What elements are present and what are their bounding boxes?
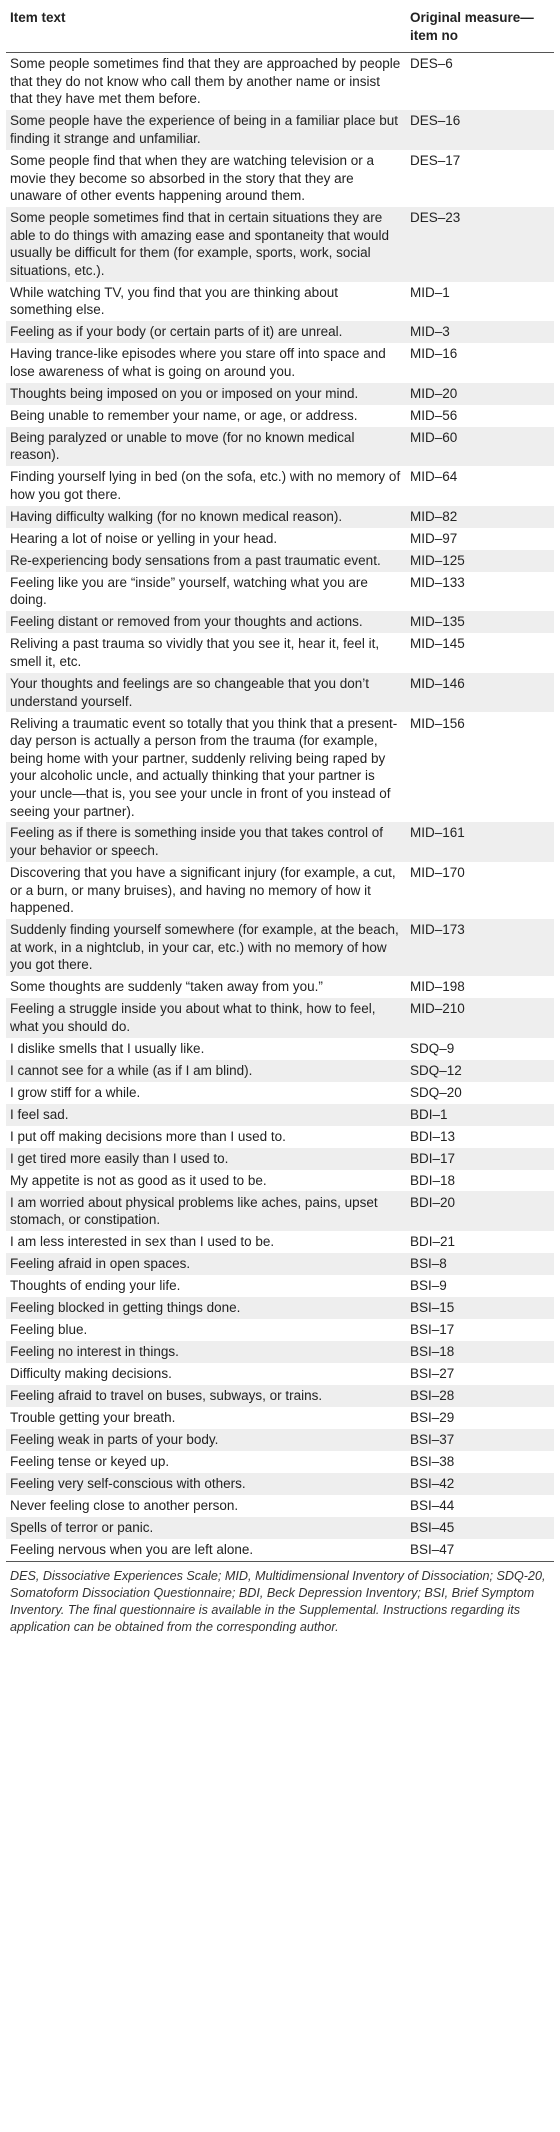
item-text-cell: Feeling afraid in open spaces. [6, 1253, 406, 1275]
measure-item-cell: MID–146 [406, 673, 554, 713]
table-row [6, 506, 554, 528]
measure-item-cell: BSI–44 [410, 1497, 455, 1513]
item-text-cell: I am worried about physical problems like aches, pains, upset stomach, or constipation. [6, 1191, 406, 1231]
table-row [6, 712, 554, 822]
table-row [6, 822, 554, 862]
item-text-cell: Feeling a struggle inside you about what to think, how to feel, what you should do. [6, 998, 406, 1038]
item-text-cell: While watching TV, you find that you are thinking about something else. [10, 284, 338, 318]
item-text-cell: Discovering that you have a significant injury (for example, a cut, or a burn, or many bruises), and having no memory of how it happened. [10, 865, 396, 916]
measure-item-cell: BDI–21 [410, 1234, 456, 1250]
item-text-cell: Thoughts being imposed on you or imposed on your mind. [6, 383, 406, 405]
item-text-cell: I get tired more easily than I used to. [6, 1148, 406, 1170]
measure-item-cell: SDQ–9 [410, 1040, 455, 1056]
item-text-cell: Feeling no interest in things. [6, 1341, 406, 1363]
measure-item-cell: MID–161 [406, 822, 554, 862]
table-row [6, 1253, 554, 1275]
table-row [6, 1407, 554, 1429]
table-row [6, 1126, 554, 1148]
measure-item-cell: DES–6 [410, 56, 453, 72]
measure-item-cell: BDI–18 [410, 1172, 456, 1188]
item-text-cell: Hearing a lot of noise or yelling in your head. [10, 530, 278, 546]
measure-item-cell: SDQ–12 [406, 1060, 554, 1082]
measure-item-cell: BSI–9 [410, 1278, 447, 1294]
measure-item-cell: BSI–28 [406, 1385, 554, 1407]
measure-item-cell: BSI–8 [406, 1253, 554, 1275]
measure-item-cell: BSI–15 [406, 1297, 554, 1319]
item-text-cell: Some people have the experience of being in a familiar place but finding it strange and unfamiliar. [6, 110, 406, 150]
table-body [6, 53, 554, 1562]
item-text-cell: Having trance-like episodes where you stare off into space and lose awareness of what is going on around you. [10, 346, 386, 379]
table-row [6, 321, 554, 343]
measure-item-cell: BSI–27 [410, 1366, 455, 1382]
table-row [6, 207, 554, 282]
table-row [6, 1170, 554, 1192]
item-text-cell: My appetite is not as good as it used to be. [10, 1172, 267, 1188]
table-row [6, 1275, 554, 1297]
measure-item-cell: MID–3 [406, 321, 554, 343]
table-row [6, 383, 554, 405]
table-row [6, 528, 554, 550]
measure-item-cell: MID–20 [406, 383, 554, 405]
item-text-cell: Never feeling close to another person. [10, 1497, 239, 1513]
table-row [6, 1319, 554, 1341]
item-text-cell: Thoughts of ending your life. [10, 1278, 181, 1294]
item-text-cell: Feeling nervous when you are left alone. [6, 1539, 406, 1561]
item-text-cell: I cannot see for a while (as if I am blind). [6, 1060, 406, 1082]
table-row [6, 1473, 554, 1495]
item-text-cell: Feeling afraid to travel on buses, subways, or trains. [6, 1385, 406, 1407]
table-row [6, 998, 554, 1038]
item-text-cell: Being unable to remember your name, or age, or address. [10, 407, 358, 423]
measure-item-cell: MID–173 [406, 919, 554, 976]
item-text-cell: Suddenly finding yourself somewhere (for example, at the beach, at work, in a nightclub, in your car, etc.) with no memory of how you got there. [6, 919, 406, 976]
table-row [6, 1060, 554, 1082]
table-row [6, 150, 554, 207]
item-text-cell: Feeling weak in parts of your body. [6, 1429, 406, 1451]
table-row [6, 466, 554, 506]
item-text-cell: Re-experiencing body sensations from a past traumatic event. [6, 550, 406, 572]
table-row [6, 673, 554, 713]
measure-item-cell: MID–135 [406, 611, 554, 633]
table-row [6, 427, 554, 467]
table-row [6, 343, 554, 383]
measure-item-cell: BSI–17 [410, 1322, 455, 1338]
measure-item-cell: BSI–37 [406, 1429, 554, 1451]
item-text-cell: Trouble getting your breath. [10, 1409, 176, 1425]
measure-item-cell: MID–133 [410, 574, 465, 590]
item-text-cell: I put off making decisions more than I used to. [10, 1128, 286, 1144]
item-text-cell: Feeling like you are “inside” yourself, watching what you are doing. [10, 574, 368, 608]
table-footnote: DES, Dissociative Experiences Scale; MID, Multidimensional Inventory of Dissociation; SDQ-20, Somatoform Dissociation Questionnaire; BDI, Beck Depression Inventory; BSI, Brief Symptom Inventory. The final questionnaire is available in the Supplemental. Instructions regarding its application can be obtained from the corresponding author. [10, 1568, 546, 1634]
table-row [6, 572, 554, 612]
table-row [6, 1517, 554, 1539]
item-text-cell: Feeling as if your body (or certain parts of it) are unreal. [6, 321, 406, 343]
measure-item-cell: BSI–29 [410, 1409, 455, 1425]
table-row [6, 1385, 554, 1407]
measure-item-cell: MID–198 [410, 979, 465, 995]
header-row [6, 3, 554, 53]
table-row [6, 1148, 554, 1170]
item-text-cell: Difficulty making decisions. [10, 1366, 172, 1382]
measure-item-cell: DES–16 [406, 110, 554, 150]
item-text-cell: Some thoughts are suddenly “taken away from you.” [10, 979, 323, 995]
table-row [6, 53, 554, 111]
measure-item-cell: BSI–45 [406, 1517, 554, 1539]
item-text-cell: Some people find that when they are watching television or a movie they become so absorbed in the story that they are unaware of other events happening around them. [10, 152, 374, 204]
items-table [6, 3, 554, 1562]
measure-item-cell: MID–210 [406, 998, 554, 1038]
measure-item-cell: MID–170 [410, 865, 465, 881]
table-row [6, 1429, 554, 1451]
item-text-cell: Having difficulty walking (for no known medical reason). [6, 506, 406, 528]
table-row [6, 1191, 554, 1231]
table-row [6, 550, 554, 572]
measure-item-cell: DES–23 [406, 207, 554, 282]
item-text-cell: Feeling blocked in getting things done. [6, 1297, 406, 1319]
table-row [6, 1104, 554, 1126]
item-text-cell: I dislike smells that I usually like. [10, 1040, 205, 1056]
item-text-cell: Reliving a past trauma so vividly that you see it, hear it, feel it, smell it, etc. [10, 636, 380, 669]
item-text-cell: Your thoughts and feelings are so changeable that you don’t understand yourself. [6, 673, 406, 713]
table-row [6, 611, 554, 633]
measure-item-cell: SDQ–20 [410, 1084, 462, 1100]
measure-item-cell: MID–16 [410, 346, 458, 362]
table-row [6, 110, 554, 150]
item-text-cell: Feeling distant or removed from your thoughts and actions. [6, 611, 406, 633]
measure-item-cell: BSI–42 [406, 1473, 554, 1495]
table-row [6, 976, 554, 998]
measure-item-cell: MID–56 [410, 407, 458, 423]
measure-item-cell: BSI–47 [406, 1539, 554, 1561]
item-text-cell: I am less interested in sex than I used to be. [10, 1234, 275, 1250]
table-row [6, 1539, 554, 1561]
table-row [6, 1363, 554, 1385]
measure-item-cell: DES–17 [410, 152, 461, 168]
table-row [6, 862, 554, 919]
item-text-cell: Being paralyzed or unable to move (for no known medical reason). [6, 427, 406, 467]
measure-item-cell: MID–64 [410, 469, 458, 485]
measure-item-cell: MID–97 [410, 530, 458, 546]
measure-item-cell: BSI–18 [406, 1341, 554, 1363]
item-text-cell: Feeling very self-conscious with others. [6, 1473, 406, 1495]
measure-item-cell: MID–156 [410, 715, 465, 731]
item-text-cell: I grow stiff for a while. [10, 1084, 141, 1100]
measure-item-cell: BDI–20 [406, 1191, 554, 1231]
table-row [6, 1082, 554, 1104]
item-text-cell: Feeling blue. [10, 1322, 88, 1338]
measure-item-cell: BSI–38 [410, 1453, 455, 1469]
item-text-cell: Feeling tense or keyed up. [10, 1453, 170, 1469]
item-text-cell: Reliving a traumatic event so totally that you think that a present-day person is actually a person from the trauma (for example, being home with your partner, suddenly reliving being raped by your alcoholic uncle, and actually thinking that your partner is your uncle—that is, you see your uncle in front of you instead of seeing your partner). [10, 715, 398, 819]
measure-item-cell: BDI–1 [406, 1104, 554, 1126]
measure-item-cell: MID–82 [406, 506, 554, 528]
table-row [6, 633, 554, 673]
header-item-text: Item text [6, 3, 406, 53]
table-header [6, 3, 554, 53]
measure-item-cell: MID–60 [406, 427, 554, 467]
item-text-cell: Spells of terror or panic. [6, 1517, 406, 1539]
table-row [6, 919, 554, 976]
item-text-cell: Finding yourself lying in bed (on the sofa, etc.) with no memory of how you got there. [10, 469, 401, 502]
header-original-measure: Original measure—item no [406, 3, 554, 53]
measure-item-cell: MID–125 [406, 550, 554, 572]
table-row [6, 405, 554, 427]
item-text-cell: Feeling as if there is something inside you that takes control of your behavior or speech. [6, 822, 406, 862]
table-row [6, 1038, 554, 1060]
table-row [6, 1297, 554, 1319]
table-row [6, 1495, 554, 1517]
measure-item-cell: MID–145 [410, 636, 465, 652]
table-row [6, 282, 554, 322]
measure-item-cell: BDI–17 [406, 1148, 554, 1170]
table-row [6, 1451, 554, 1473]
measure-item-cell: MID–1 [410, 284, 450, 300]
measure-item-cell: BDI–13 [410, 1128, 456, 1144]
table-row [6, 1231, 554, 1253]
item-text-cell: Some people sometimes find that they are approached by people that they do not know who call them by another name or insist that they have met them before. [10, 56, 401, 107]
item-text-cell: I feel sad. [6, 1104, 406, 1126]
item-text-cell: Some people sometimes find that in certain situations they are able to do things with amazing ease and spontaneity that would usually be difficult for them (for example, sports, work, social situations, etc.). [6, 207, 406, 282]
table-row [6, 1341, 554, 1363]
